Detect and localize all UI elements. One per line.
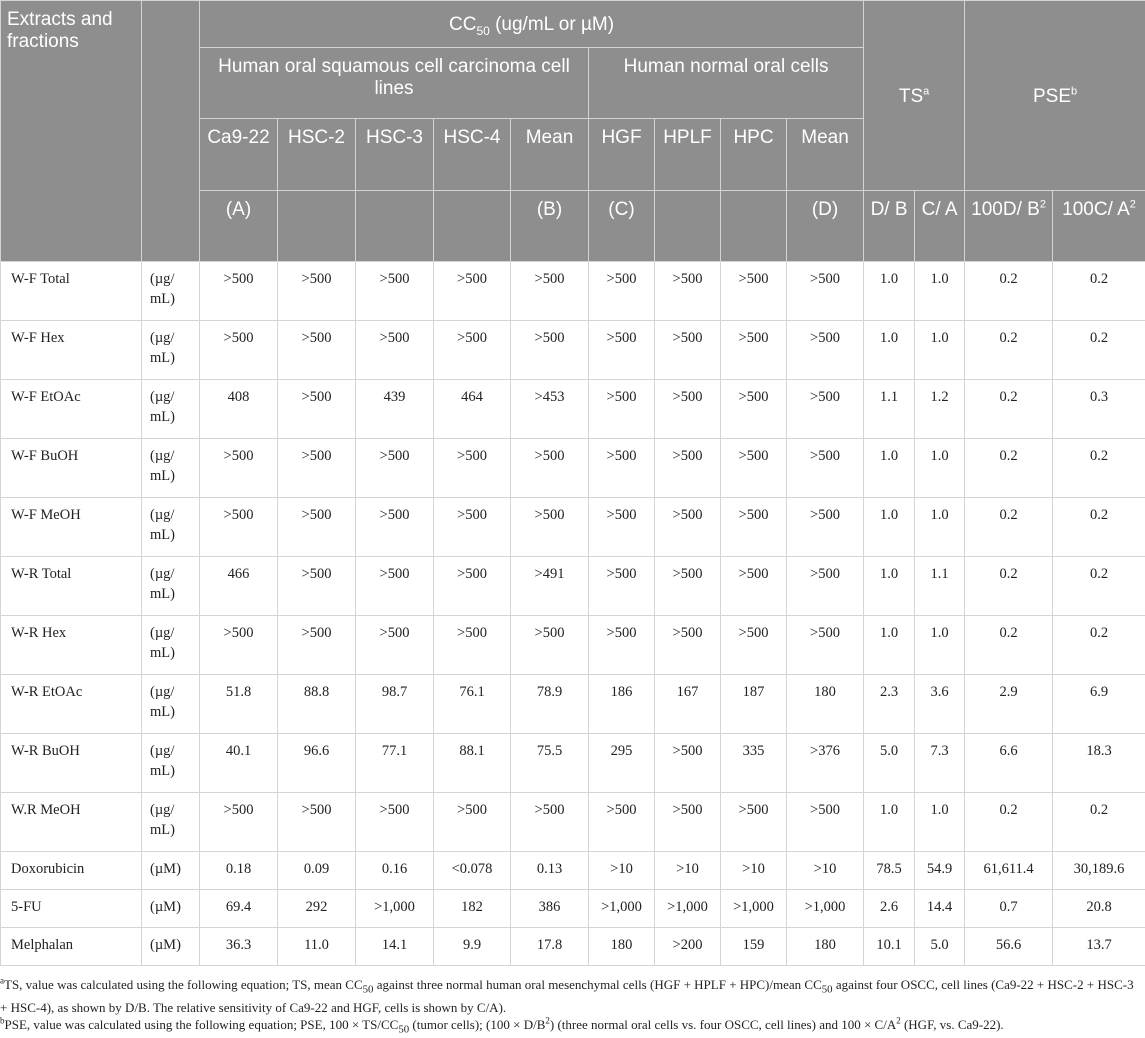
table-row: [1, 928, 1145, 966]
table-cell: 0.2: [1053, 439, 1145, 498]
table-header: [1, 1, 1145, 262]
table-cell: >10: [589, 852, 655, 890]
header-letter-blank: [721, 191, 787, 262]
table-cell: 56.6: [965, 928, 1053, 966]
header-letter-d: (D): [787, 191, 864, 262]
table-cell: >500: [655, 498, 721, 557]
table-cell: 2.9: [965, 675, 1053, 734]
table-cell: >500: [655, 616, 721, 675]
table-cell: 1.0: [864, 262, 915, 321]
table-cell: 182: [434, 890, 511, 928]
table-cell: 1.0: [915, 321, 965, 380]
table-cell: 0.2: [965, 616, 1053, 675]
table-cell: >500: [787, 262, 864, 321]
table-cell: 295: [589, 734, 655, 793]
table-cell: 61,611.4: [965, 852, 1053, 890]
table-cell: >500: [200, 793, 278, 852]
table-cell: 98.7: [356, 675, 434, 734]
table-cell: 96.6: [278, 734, 356, 793]
table-cell: >500: [721, 262, 787, 321]
table-cell: 30,189.6: [1053, 852, 1145, 890]
table-cell: >500: [278, 498, 356, 557]
table-cell: 1.0: [915, 262, 965, 321]
table-cell: >491: [511, 557, 589, 616]
table-body: [1, 262, 1145, 966]
table-cell: >10: [721, 852, 787, 890]
table-cell: 1.0: [915, 616, 965, 675]
header-col-hsc3: HSC-3: [356, 119, 434, 191]
table-cell: >500: [589, 498, 655, 557]
table-cell: 0.2: [1053, 262, 1145, 321]
table-cell: >500: [434, 262, 511, 321]
table-cell: 0.18: [200, 852, 278, 890]
table-cell: >500: [278, 380, 356, 439]
table-cell: >500: [434, 439, 511, 498]
row-name: W-F MeOH: [1, 498, 142, 557]
header-col-hsc2: HSC-2: [278, 119, 356, 191]
table-cell: 0.13: [511, 852, 589, 890]
header-cc50: $CC_{50}$ (ug/mL or µM): [200, 1, 864, 48]
table-cell: >500: [356, 557, 434, 616]
header-col-hplf: HPLF: [655, 119, 721, 191]
table-cell: 0.2: [1053, 498, 1145, 557]
table-cell: 439: [356, 380, 434, 439]
row-name: W-F EtOAc: [1, 380, 142, 439]
table-cell: >500: [787, 616, 864, 675]
table-cell: >500: [589, 557, 655, 616]
table-cell: 386: [511, 890, 589, 928]
row-unit: (µg/ mL): [142, 321, 200, 380]
table-cell: >453: [511, 380, 589, 439]
table-cell: >500: [200, 616, 278, 675]
row-unit: (µg/ mL): [142, 675, 200, 734]
table-cell: 11.0: [278, 928, 356, 966]
table-cell: >500: [787, 498, 864, 557]
table-cell: >500: [278, 557, 356, 616]
table-cell: 0.2: [1053, 793, 1145, 852]
row-unit: (µM): [142, 890, 200, 928]
header-col-hgf: HGF: [589, 119, 655, 191]
table-cell: 0.2: [965, 380, 1053, 439]
table-cell: 5.0: [864, 734, 915, 793]
table-cell: 13.7: [1053, 928, 1145, 966]
table-cell: >500: [655, 793, 721, 852]
header-col-mean-normal: Mean: [787, 119, 864, 191]
table-cell: 75.5: [511, 734, 589, 793]
row-name: W-R EtOAc: [1, 675, 142, 734]
table-cell: 88.1: [434, 734, 511, 793]
table-cell: 0.3: [1053, 380, 1145, 439]
table-cell: 6.6: [965, 734, 1053, 793]
table-cell: 186: [589, 675, 655, 734]
table-cell: 0.16: [356, 852, 434, 890]
header-tumor-group: Human oral squamous cell carcinoma cell lines: [200, 48, 589, 119]
table-cell: 54.9: [915, 852, 965, 890]
row-name: W-R Total: [1, 557, 142, 616]
table-cell: >376: [787, 734, 864, 793]
table-cell: 187: [721, 675, 787, 734]
header-col-hpc: HPC: [721, 119, 787, 191]
row-unit: (µg/ mL): [142, 734, 200, 793]
table-row: [1, 439, 1145, 498]
row-name: Doxorubicin: [1, 852, 142, 890]
table-cell: >500: [787, 321, 864, 380]
table-cell: >500: [589, 262, 655, 321]
table-row: [1, 380, 1145, 439]
table-cell: >500: [434, 498, 511, 557]
table-cell: >500: [589, 321, 655, 380]
table-cell: >500: [511, 439, 589, 498]
table-cell: >500: [434, 557, 511, 616]
table-cell: 6.9: [1053, 675, 1145, 734]
table-cell: >500: [655, 321, 721, 380]
row-name: W-R BuOH: [1, 734, 142, 793]
table-cell: <0.078: [434, 852, 511, 890]
table-cell: 466: [200, 557, 278, 616]
table-cell: >500: [721, 793, 787, 852]
table-cell: 0.7: [965, 890, 1053, 928]
table-cell: 0.2: [965, 557, 1053, 616]
table-cell: >500: [356, 616, 434, 675]
table-cell: >500: [200, 262, 278, 321]
row-unit: (µg/ mL): [142, 616, 200, 675]
table-cell: 3.6: [915, 675, 965, 734]
table-cell: >500: [511, 321, 589, 380]
table-cell: >500: [721, 439, 787, 498]
table-cell: >500: [511, 616, 589, 675]
table-cell: 1.0: [864, 793, 915, 852]
table-cell: >1,000: [721, 890, 787, 928]
table-cell: >500: [278, 262, 356, 321]
table-cell: >1,000: [589, 890, 655, 928]
table-cell: >500: [356, 439, 434, 498]
header-letter-blank: [278, 191, 356, 262]
table-cell: >500: [721, 380, 787, 439]
table-cell: >500: [589, 439, 655, 498]
table-cell: 159: [721, 928, 787, 966]
table-row: [1, 321, 1145, 380]
row-unit: (µg/ mL): [142, 557, 200, 616]
table-cell: 180: [787, 928, 864, 966]
header-letter-a: (A): [200, 191, 278, 262]
table-cell: 167: [655, 675, 721, 734]
table-cell: 0.2: [965, 793, 1053, 852]
header-ts-ca: C/ A: [915, 191, 965, 262]
table-cell: 2.6: [864, 890, 915, 928]
header-letter-b: (B): [511, 191, 589, 262]
table-cell: >500: [511, 793, 589, 852]
table-cell: >500: [721, 557, 787, 616]
table-cell: >500: [511, 262, 589, 321]
table-cell: >500: [787, 439, 864, 498]
table-cell: 5.0: [915, 928, 965, 966]
row-name: W-F Hex: [1, 321, 142, 380]
row-name: W-F Total: [1, 262, 142, 321]
table-cell: >500: [200, 439, 278, 498]
row-unit: (µg/ mL): [142, 380, 200, 439]
table-cell: 14.1: [356, 928, 434, 966]
table-cell: 2.3: [864, 675, 915, 734]
table-cell: 76.1: [434, 675, 511, 734]
table-cell: 0.2: [1053, 616, 1145, 675]
table-cell: >500: [356, 793, 434, 852]
table-cell: 40.1: [200, 734, 278, 793]
table-cell: >500: [655, 262, 721, 321]
table-row: [1, 498, 1145, 557]
header-letter-blank: [655, 191, 721, 262]
header-pse: PSE$^b$: [965, 1, 1145, 191]
footnote-b: $^b$PSE, value was calculated using the following equation; PSE, $100 \times TS/CC_{50}$ (tumor cells); $(100 \times D/B^2)$ (three normal oral cells vs. four OSCC, cell lines) and $100 \times C/A^2$ (HGF, vs. Ca9-22).: [0, 1016, 1140, 1038]
table-cell: 180: [589, 928, 655, 966]
table-cell: >500: [356, 321, 434, 380]
table-cell: >500: [278, 793, 356, 852]
table-cell: 1.0: [864, 557, 915, 616]
table-cell: >500: [721, 616, 787, 675]
table-row: [1, 557, 1145, 616]
header-letter-blank: [356, 191, 434, 262]
table-cell: >500: [589, 793, 655, 852]
table-cell: 0.2: [965, 262, 1053, 321]
table-cell: 1.0: [864, 616, 915, 675]
table-cell: >500: [787, 380, 864, 439]
table-cell: 78.5: [864, 852, 915, 890]
table-cell: 1.0: [864, 498, 915, 557]
row-name: 5-FU: [1, 890, 142, 928]
table-cell: 7.3: [915, 734, 965, 793]
header-normal-group: Human normal oral cells: [589, 48, 864, 119]
header-col-hsc4: HSC-4: [434, 119, 511, 191]
table-cell: 10.1: [864, 928, 915, 966]
header-pse-db: 100D/ $B^2$: [965, 191, 1053, 262]
table-cell: >500: [655, 380, 721, 439]
table-row: [1, 890, 1145, 928]
table-cell: 17.8: [511, 928, 589, 966]
table-cell: >1,000: [356, 890, 434, 928]
header-extracts: Extracts and fractions: [1, 1, 142, 262]
row-name: W.R MeOH: [1, 793, 142, 852]
row-name: Melphalan: [1, 928, 142, 966]
table-cell: >500: [655, 734, 721, 793]
table-cell: 0.2: [1053, 321, 1145, 380]
table-cell: 408: [200, 380, 278, 439]
table-cell: >500: [589, 616, 655, 675]
row-unit: (µg/ mL): [142, 793, 200, 852]
row-unit: (µg/ mL): [142, 439, 200, 498]
table-cell: 1.2: [915, 380, 965, 439]
table-row: [1, 852, 1145, 890]
table-cell: 1.0: [915, 498, 965, 557]
table-cell: 18.3: [1053, 734, 1145, 793]
table-cell: >500: [356, 498, 434, 557]
table-cell: >500: [787, 557, 864, 616]
footnote-a: $^a$TS, value was calculated using the following equation; TS, mean $CC_{50}$ against three normal human oral mesenchymal cells (HGF + HPLF + HPC)/mean $CC_{50}$ against four OSCC, cell lines (Ca9-22 + HSC-2 + HSC-3 + HSC-4), as shown by D/B. The relative sensitivity of Ca9-22 and HGF, cells is shown by C/A).: [0, 976, 1140, 1016]
table-row: [1, 675, 1145, 734]
table-cell: 464: [434, 380, 511, 439]
table-row: [1, 616, 1145, 675]
table-cell: 14.4: [915, 890, 965, 928]
table-cell: >500: [200, 321, 278, 380]
table-cell: >500: [589, 380, 655, 439]
table-cell: >500: [278, 616, 356, 675]
table-cell: 1.0: [864, 321, 915, 380]
table-cell: >10: [655, 852, 721, 890]
table-footnotes: [0, 976, 1140, 1038]
table-cell: 180: [787, 675, 864, 734]
table-cell: 0.2: [1053, 557, 1145, 616]
table-cell: >500: [511, 498, 589, 557]
table-cell: >500: [356, 262, 434, 321]
table-cell: 1.0: [915, 793, 965, 852]
table-cell: >10: [787, 852, 864, 890]
table-cell: >500: [655, 439, 721, 498]
table-cell: >500: [721, 321, 787, 380]
table-cell: >500: [434, 616, 511, 675]
table-cell: >1,000: [787, 890, 864, 928]
header-pse-ca: 100C/ $A^2$: [1053, 191, 1145, 262]
table-cell: 0.09: [278, 852, 356, 890]
table-cell: >500: [278, 439, 356, 498]
table-cell: >500: [787, 793, 864, 852]
table-cell: 1.1: [915, 557, 965, 616]
table-cell: >200: [655, 928, 721, 966]
table-cell: >1,000: [655, 890, 721, 928]
row-name: W-F BuOH: [1, 439, 142, 498]
table-cell: 1.1: [864, 380, 915, 439]
header-letter-blank: [434, 191, 511, 262]
table-cell: 0.2: [965, 498, 1053, 557]
table-cell: 88.8: [278, 675, 356, 734]
table-cell: 9.9: [434, 928, 511, 966]
table-cell: >500: [721, 498, 787, 557]
header-ts: $TS^a$: [864, 1, 965, 191]
table-cell: 77.1: [356, 734, 434, 793]
table-row: [1, 734, 1145, 793]
table-cell: 36.3: [200, 928, 278, 966]
table-cell: 0.2: [965, 439, 1053, 498]
header-ts-db: D/ B: [864, 191, 915, 262]
header-col-mean-tumor: Mean: [511, 119, 589, 191]
table-cell: >500: [655, 557, 721, 616]
table-cell: >500: [434, 793, 511, 852]
row-name: W-R Hex: [1, 616, 142, 675]
table-row: [1, 262, 1145, 321]
table-row: [1, 793, 1145, 852]
header-col-ca922: Ca9-22: [200, 119, 278, 191]
table-cell: >500: [434, 321, 511, 380]
row-unit: (µg/ mL): [142, 498, 200, 557]
table-cell: 335: [721, 734, 787, 793]
table-cell: 78.9: [511, 675, 589, 734]
row-unit: (µM): [142, 852, 200, 890]
table-cell: 0.2: [965, 321, 1053, 380]
table-cell: 51.8: [200, 675, 278, 734]
table-cell: 1.0: [864, 439, 915, 498]
header-unit-blank: [142, 1, 200, 262]
row-unit: (µM): [142, 928, 200, 966]
table-cell: 292: [278, 890, 356, 928]
table-cell: >500: [200, 498, 278, 557]
header-letter-c: (C): [589, 191, 655, 262]
table-cell: >500: [278, 321, 356, 380]
table-cell: 1.0: [915, 439, 965, 498]
table-cell: 69.4: [200, 890, 278, 928]
table-cell: 20.8: [1053, 890, 1145, 928]
row-unit: (µg/ mL): [142, 262, 200, 321]
